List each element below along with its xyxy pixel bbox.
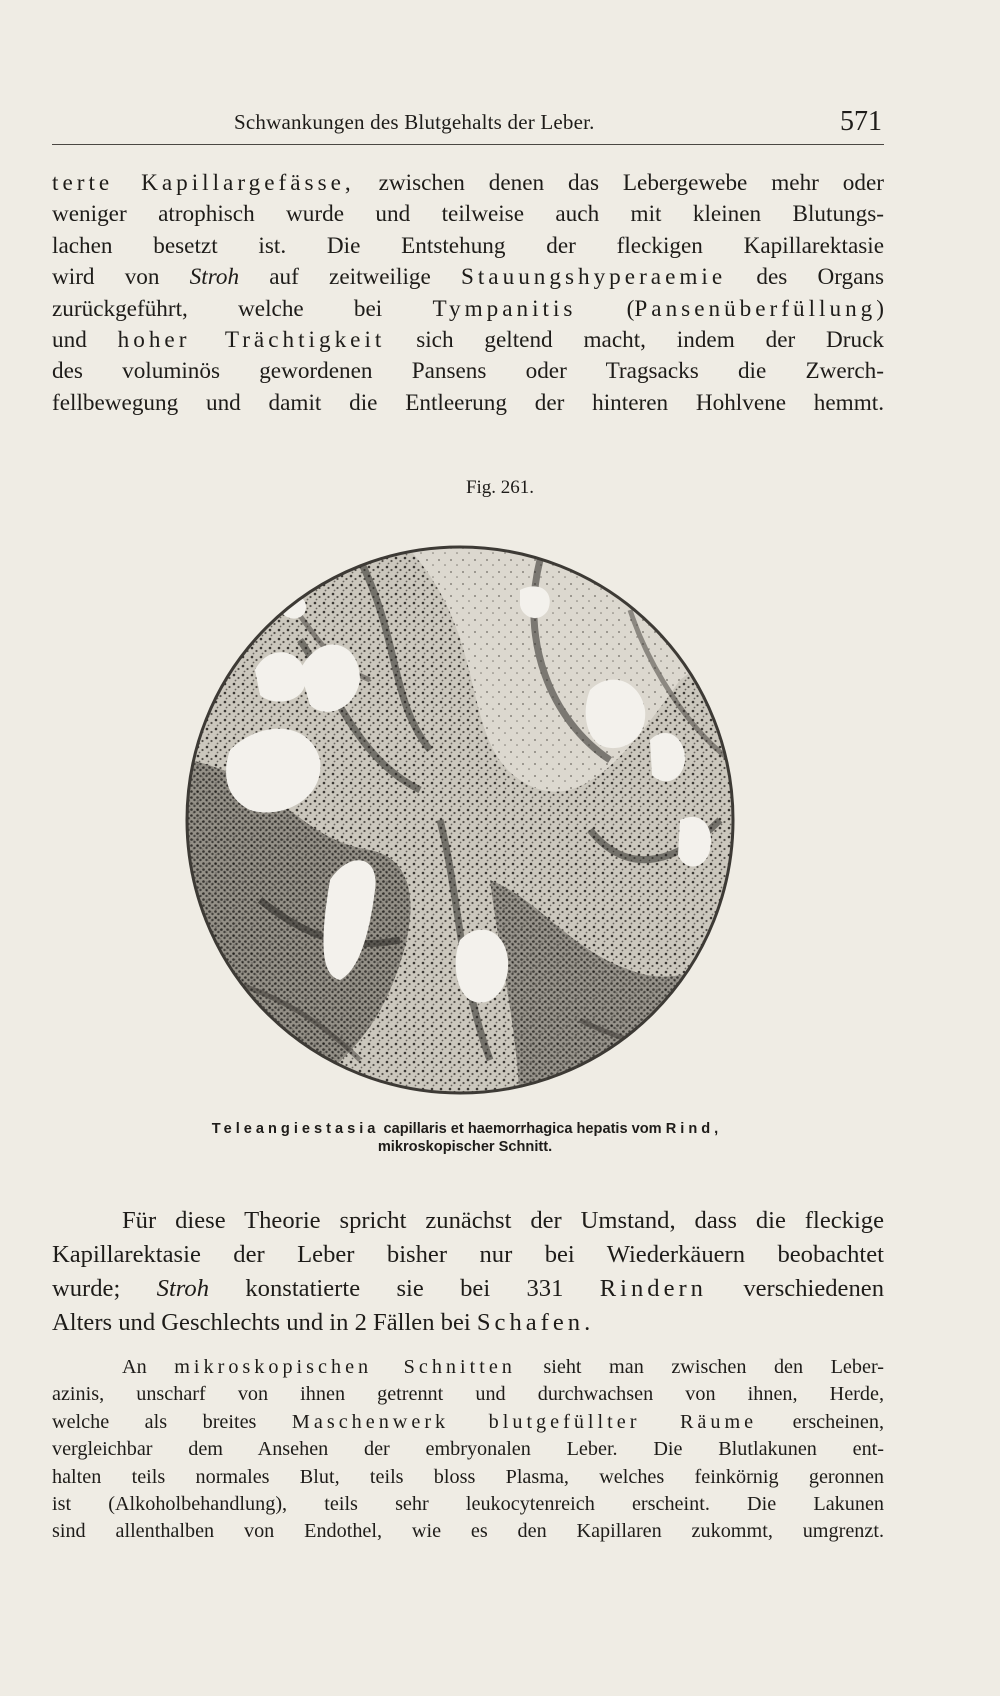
caption-line (150, 1120, 780, 1138)
micrograph-figure (160, 520, 760, 1120)
page-number: 571 (840, 106, 882, 137)
text-line: halten teils normales Blut, teils bloss Plasma, welches feinkörnig geronnen (52, 1465, 884, 1488)
spaced-text: Rind (665, 1121, 715, 1137)
text-line: Kapillarektasie der Leber bisher nur bei Wiederkäuern beobachtet (52, 1241, 884, 1268)
spaced-text: Rindern (599, 1275, 707, 1302)
text: auf zeitweilige (239, 264, 461, 291)
spaced-text: mikroskopischen Schnitten (174, 1356, 516, 1378)
text: capillaris et haemorrhagica hepatis vom (379, 1121, 666, 1137)
figure-label: Fig. 261. (465, 477, 535, 498)
spaced-text: Teleangiestasia (211, 1121, 380, 1137)
author-name: Stroh (156, 1275, 210, 1302)
text: wurde; (52, 1275, 157, 1302)
text: , (714, 1121, 719, 1137)
spaced-text: Stauungshyperaemie (460, 264, 727, 291)
text: wird von (52, 264, 190, 291)
micrograph-image (160, 520, 760, 1120)
text: zurückgeführt, welche bei (52, 295, 433, 322)
spaced-text: Tympanitis (432, 295, 577, 322)
spaced-text: Pansenüberfüllung (634, 295, 877, 322)
caption-line: mikroskopischer Schnitt. (377, 1139, 553, 1155)
paragraph-2 (52, 1204, 884, 1340)
text: verschiedenen (706, 1275, 884, 1302)
text: Alters und Geschlechts und in 2 Fällen bei (52, 1309, 477, 1336)
text: . (584, 1309, 591, 1336)
text-line (52, 1409, 884, 1436)
text-line (52, 325, 884, 356)
text: An (122, 1356, 175, 1378)
text: ( (576, 295, 635, 322)
text: konstatierte sie bei 331 (209, 1275, 600, 1302)
text-line (52, 168, 884, 199)
text-line: azinis, unscharf von ihnen getrennt und durchwachsen von ihnen, Herde, (52, 1383, 884, 1406)
spaced-text: hoher Trächtigkeit (117, 327, 386, 354)
text-line (52, 262, 884, 293)
running-title: Schwankungen des Blutgehalts der Leber. (234, 110, 595, 134)
text: sieht man zwischen den Leber- (515, 1356, 884, 1378)
text-line (52, 1354, 884, 1381)
text-line: fellbewegung und damit die Entleerung der hinteren Hohlvene hemmt. (52, 389, 884, 416)
text: und (52, 327, 118, 354)
text-line: des voluminös gewordenen Pansens oder Tragsacks die Zwerch- (52, 358, 884, 385)
text: ) (876, 295, 884, 322)
text-line: lachen besetzt ist. Die Entstehung der fleckigen Kapillarektasie (52, 232, 884, 259)
paragraph-3 (52, 1354, 884, 1546)
text: welche als breites (52, 1410, 292, 1433)
text-line (52, 1306, 884, 1340)
text: erscheinen, (757, 1410, 885, 1433)
paragraph-1 (52, 168, 884, 419)
spaced-text: terte Kapillargefässe, (52, 170, 355, 196)
text: sich geltend macht, indem der Druck (385, 327, 884, 354)
text: zwischen denen das Lebergewebe mehr oder (354, 170, 884, 196)
text-line: Für diese Theorie spricht zunächst der Umstand, dass die fleckige (122, 1207, 884, 1234)
spaced-text: Maschenwerk blutgefüllter Räume (291, 1410, 758, 1433)
text: des Organs (726, 264, 884, 291)
text-line: vergleichbar dem Ansehen der embryonalen Leber. Die Blutlakunen ent- (52, 1438, 884, 1461)
text-line: sind allenthalben von Endothel, wie es den Kapillaren zukommt, umgrenzt. (52, 1520, 884, 1543)
page-header (52, 104, 884, 145)
text-line (52, 294, 884, 325)
spaced-text: Schafen (476, 1309, 585, 1336)
figure-caption (150, 1120, 780, 1156)
text-line (52, 1272, 884, 1306)
text-line: weniger atrophisch wurde und teilweise auch mit kleinen Blutungs- (52, 201, 884, 228)
text-line: ist (Alkoholbehandlung), teils sehr leukocytenreich erscheint. Die Lakunen (52, 1493, 884, 1516)
author-name: Stroh (189, 264, 240, 291)
